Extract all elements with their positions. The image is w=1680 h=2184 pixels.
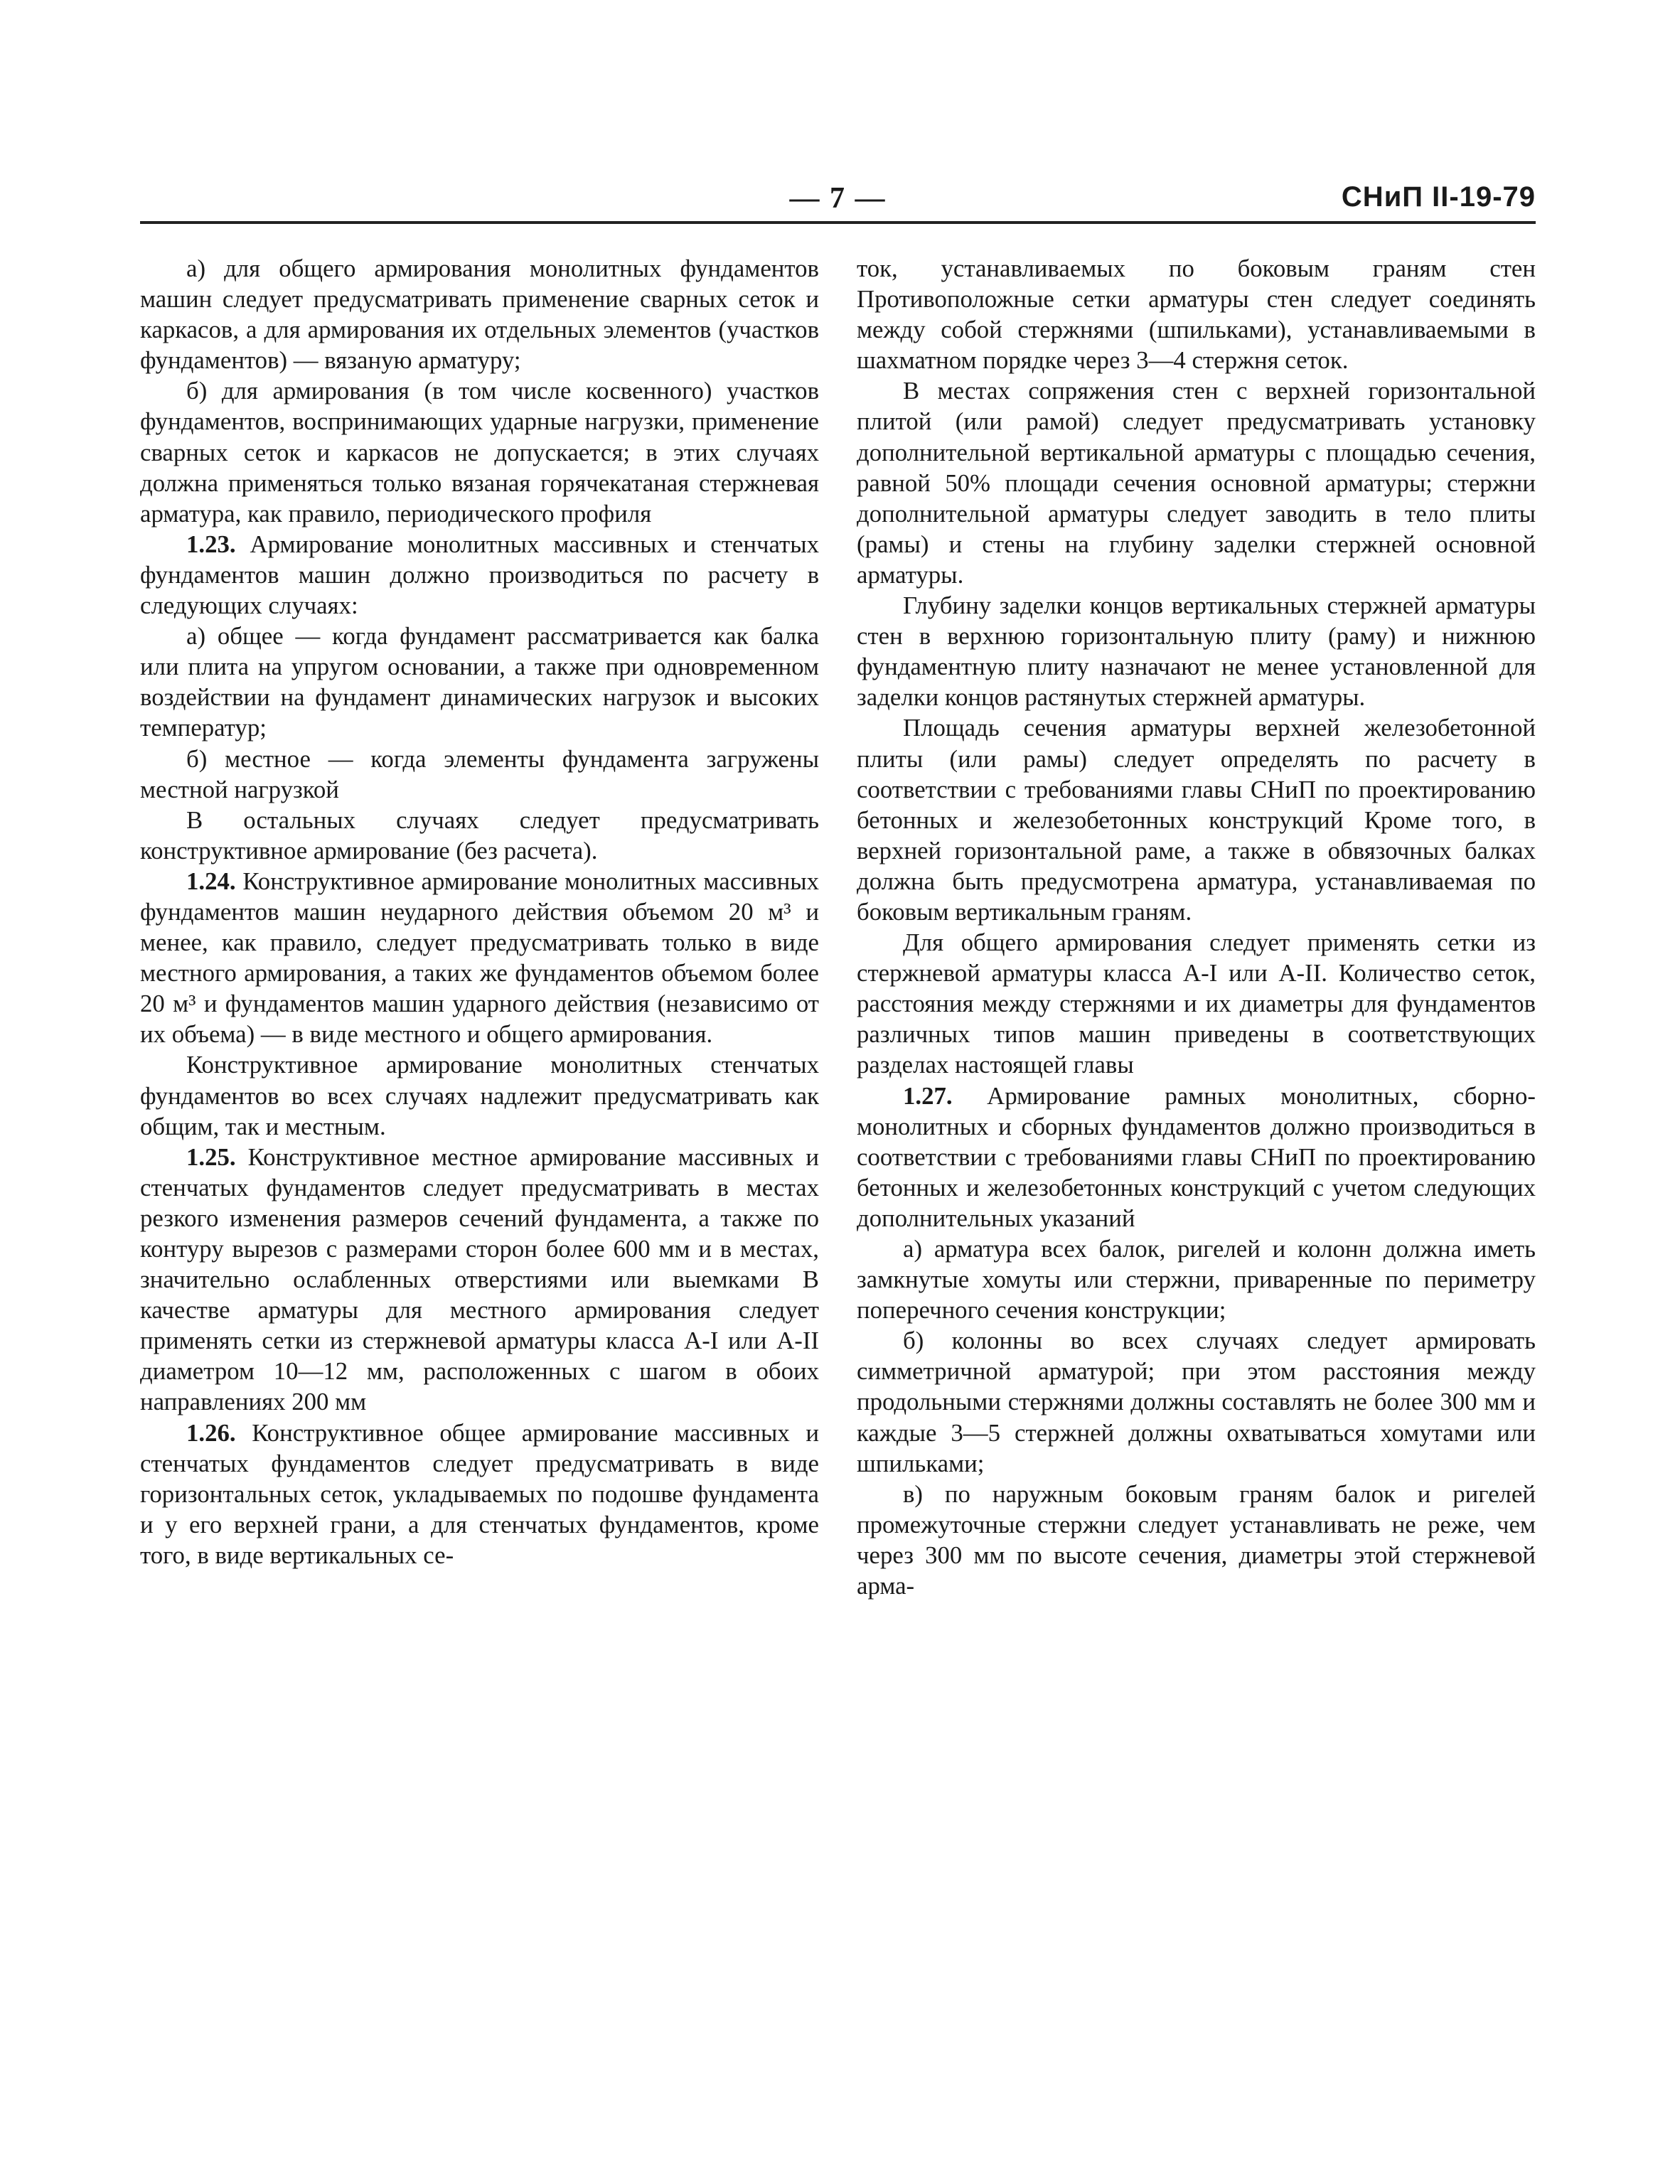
- paragraph: [857, 927, 1536, 1080]
- paragraph: [857, 1479, 1536, 1601]
- right-column: [857, 253, 1536, 1601]
- clause-number: 1.25.: [186, 1142, 236, 1171]
- paragraph: [140, 805, 819, 866]
- paragraph-text: Глубину заделки концов вертикальных стержней арматуры стен в верхнюю горизонтальную плиту (раму) и нижнюю фундаментную плиту назначают не менее установленной для заделки концов растянутых стержней арматуры.: [857, 592, 1536, 712]
- paragraph: [140, 744, 819, 805]
- clause-number: 1.27.: [903, 1081, 953, 1110]
- paragraph-text: Конструктивное общее армирование массивных и стенчатых фундаментов следует предусматривать в виде горизонтальных сеток, укладываемых по подошве фундамента и у его верхней грани, а для стенчатых фундаментов, кроме того, в виде вертикальных се-: [140, 1418, 819, 1569]
- paragraph: [140, 529, 819, 621]
- paragraph-text: Конструктивное местное армирование массивных и стенчатых фундаментов следует предусматривать в местах резкого изменения размеров сечений фундамента, а также по контуру вырезов с размерами сторон более 600 мм и в местах, значительно ослабленных отверстиями или выемками В качестве арматуры для местного армирования следует применять сетки из стержневой арматуры класса А-I или А-II диаметром 10—12 мм, расположенных с шагом в обоих направлениях 200 мм: [140, 1142, 819, 1416]
- page-number: — 7 —: [789, 182, 887, 215]
- paragraph-text: Для общего армирования следует применять сетки из стержневой арматуры класса А-I или А-II. Количество сеток, расстояния между стержнями и их диаметры для фундаментов различных типов машин приведены в соответствующих разделах настоящей главы: [857, 928, 1536, 1079]
- paragraph: [140, 253, 819, 375]
- paragraph-text: б) колонны во всех случаях следует армировать симметричной арматурой; при этом расстояния между продольными стержнями должны составлять не более 300 мм и каждые 3—5 стержней должны охватываться хомутами или шпильками;: [857, 1327, 1536, 1477]
- paragraph-text: Конструктивное армирование монолитных массивных фундаментов машин неударного действия объемом 20 м³ и менее, как правило, следует предусматривать только в виде местного армирования, а таких же фундаментов объемом более 20 м³ и фундаментов машин ударного действия (независимо от их объема) — в виде местного и общего армирования.: [140, 867, 819, 1049]
- paragraph: [140, 375, 819, 528]
- paragraph-text: В остальных случаях следует предусматривать конструктивное армирование (без расчета).: [140, 805, 819, 864]
- paragraph-text: а) общее — когда фундамент рассматривается как балка или плита на упругом основании, а также при одновременном воздействии на фундамент динамических нагрузок и высоких температур;: [140, 622, 819, 742]
- paragraph-text: ток, устанавливаемых по боковым граням стен Противоположные сетки арматуры стен следует соединять между собой стержнями (шпильками), устанавливаемыми в шахматном порядке через 3—4 стержня сеток.: [857, 255, 1536, 375]
- page-header: [140, 181, 1536, 224]
- paragraph: [857, 1081, 1536, 1233]
- paragraph-text: а) арматура всех балок, ригелей и колонн должна иметь замкнутые хомуты или стержни, приваренные по периметру поперечного сечения конструкции;: [857, 1235, 1536, 1324]
- paragraph: [140, 1049, 819, 1141]
- clause-number: 1.23.: [186, 530, 236, 558]
- header-rule: [140, 221, 1536, 224]
- paragraph: [857, 1233, 1536, 1325]
- paragraph-text: б) для армирования (в том числе косвенного) участков фундаментов, воспринимающих ударные нагрузки, применение сварных сеток и каркасов не допускается; в этих случаях должна применяться только вязаная горячекатаная стержневая арматура, как правило, периодического профиля: [140, 377, 819, 528]
- paragraph: [140, 866, 819, 1050]
- left-column: [140, 253, 819, 1570]
- paragraph-text: Армирование монолитных массивных и стенчатых фундаментов машин должно производиться по расчету в следующих случаях:: [140, 530, 819, 620]
- clause-number: 1.24.: [186, 867, 236, 895]
- clause-number: 1.26.: [186, 1418, 236, 1447]
- paragraph: [140, 621, 819, 743]
- paragraph: [140, 1142, 819, 1418]
- paragraph-text: В местах сопряжения стен с верхней горизонтальной плитой (или рамой) следует предусматривать установку дополнительной вертикальной арматуры с площадью сечения, равной 50% площади сечения основной арматуры; стержни дополнительной арматуры следует заводить в тело плиты (рамы) и стены на глубину заделки стержней основной арматуры.: [857, 377, 1536, 589]
- paragraph-text: Армирование рамных монолитных, сборно-монолитных и сборных фундаментов должно производиться в соответствии с требованиями главы СНиП по проектированию бетонных и железобетонных конструкций с учетом следующих дополнительных указаний: [857, 1081, 1536, 1232]
- paragraph-text: Площадь сечения арматуры верхней железобетонной плиты (или рамы) следует определять по расчету в соответствии с требованиями главы СНиП по проектированию бетонных и железобетонных конструкций Кроме того, в верхней горизонтальной раме, а также в обвязочных балках должна быть предусмотрена арматура, устанавливаемая по боковым вертикальным граням.: [857, 714, 1536, 926]
- paragraph: [857, 1325, 1536, 1478]
- paragraph-text: б) местное — когда элементы фундамента загружены местной нагрузкой: [140, 744, 819, 803]
- paragraph-text: Конструктивное армирование монолитных стенчатых фундаментов во всех случаях надлежит предусматривать как общим, так и местным.: [140, 1051, 819, 1140]
- paragraph-text: а) для общего армирования монолитных фундаментов машин следует предусматривать применение сварных сеток и каркасов, а для армирования их отдельных элементов (участков фундаментов) — вязаную арматуру;: [140, 255, 819, 375]
- paragraph-text: в) по наружным боковым граням балок и ригелей промежуточные стержни следует устанавливать не реже, чем через 300 мм по высоте сечения, диаметры этой стержневой арма-: [857, 1479, 1536, 1600]
- paragraph: [857, 375, 1536, 590]
- paragraph: [857, 712, 1536, 927]
- document-code: СНиП II-19-79: [1341, 181, 1536, 213]
- paragraph: [140, 1418, 819, 1570]
- paragraph: [857, 253, 1536, 375]
- paragraph: [857, 590, 1536, 712]
